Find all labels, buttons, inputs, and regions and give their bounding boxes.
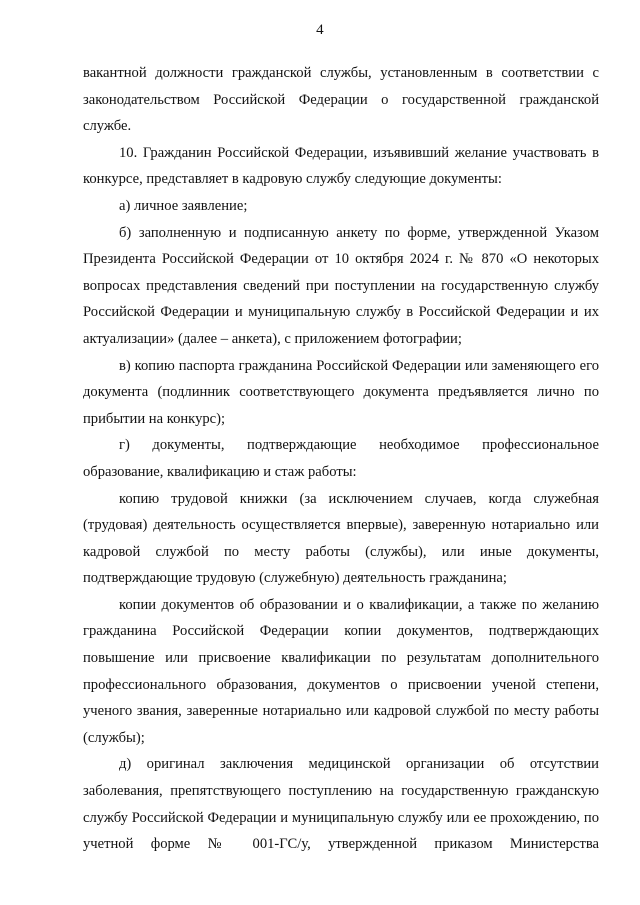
paragraph-item-v: в) копию паспорта гражданина Российской Федерации или заменяющего его документа (подлинник соответствующего документа предъявляется лично по прибытии на конкурс);	[83, 357, 599, 427]
paragraph-item-d: д) оригинал заключения медицинской организации об отсутствии заболевания, препятствующего поступлению на государственную гражданскую службу Российской Федерации и муниципальную службу или ее прохождению, по учетной форме № 001-ГС/у, утвержденной приказом Министерства	[83, 756, 599, 853]
paragraph-item-g-2: копии документов об образовании и о квалификации, а также по желанию гражданина Российской Федерации копии документов, подтверждающих повышение или присвоение квалификации по результатам дополнительного профессионального образования, документов о присвоении ученой степени, ученого звания, заверенные нотариально или кадровой службой по месту работы (службы);	[83, 596, 599, 746]
paragraph-item-10: 10. Гражданин Российской Федерации, изъявивший желание участвовать в конкурсе, представляет в кадровую службу следующие документы:	[83, 144, 599, 188]
paragraph-item-g-1: копию трудовой книжки (за исключением случаев, когда служебная (трудовая) деятельность осуществляется впервые), заверенную нотариально или кадровой службой по месту работы (службы), или иные документы, подтверждающие трудовую (служебную) деятельность гражданина;	[83, 490, 599, 587]
paragraph-item-b: б) заполненную и подписанную анкету по форме, утвержденной Указом Президента Российской Федерации от 10 октября 2024 г. № 870 «О некоторых вопросах представления сведений при поступлении на государственную службу Российской Федерации и муниципальную службу в Российской Федерации и их актуализации» (далее – анкета), с приложением фотографии;	[83, 224, 599, 347]
paragraph-item-g: г) документы, подтверждающие необходимое профессиональное образование, квалификацию и стаж работы:	[83, 437, 599, 480]
paragraph-continuation: вакантной должности гражданской службы, установленным в соответствии с законодательством Российской Федерации о государственной гражданской службе.	[83, 65, 599, 135]
page-number: 4	[316, 22, 324, 38]
document-body	[83, 60, 599, 858]
paragraph-item-a: а) личное заявление;	[119, 197, 248, 214]
